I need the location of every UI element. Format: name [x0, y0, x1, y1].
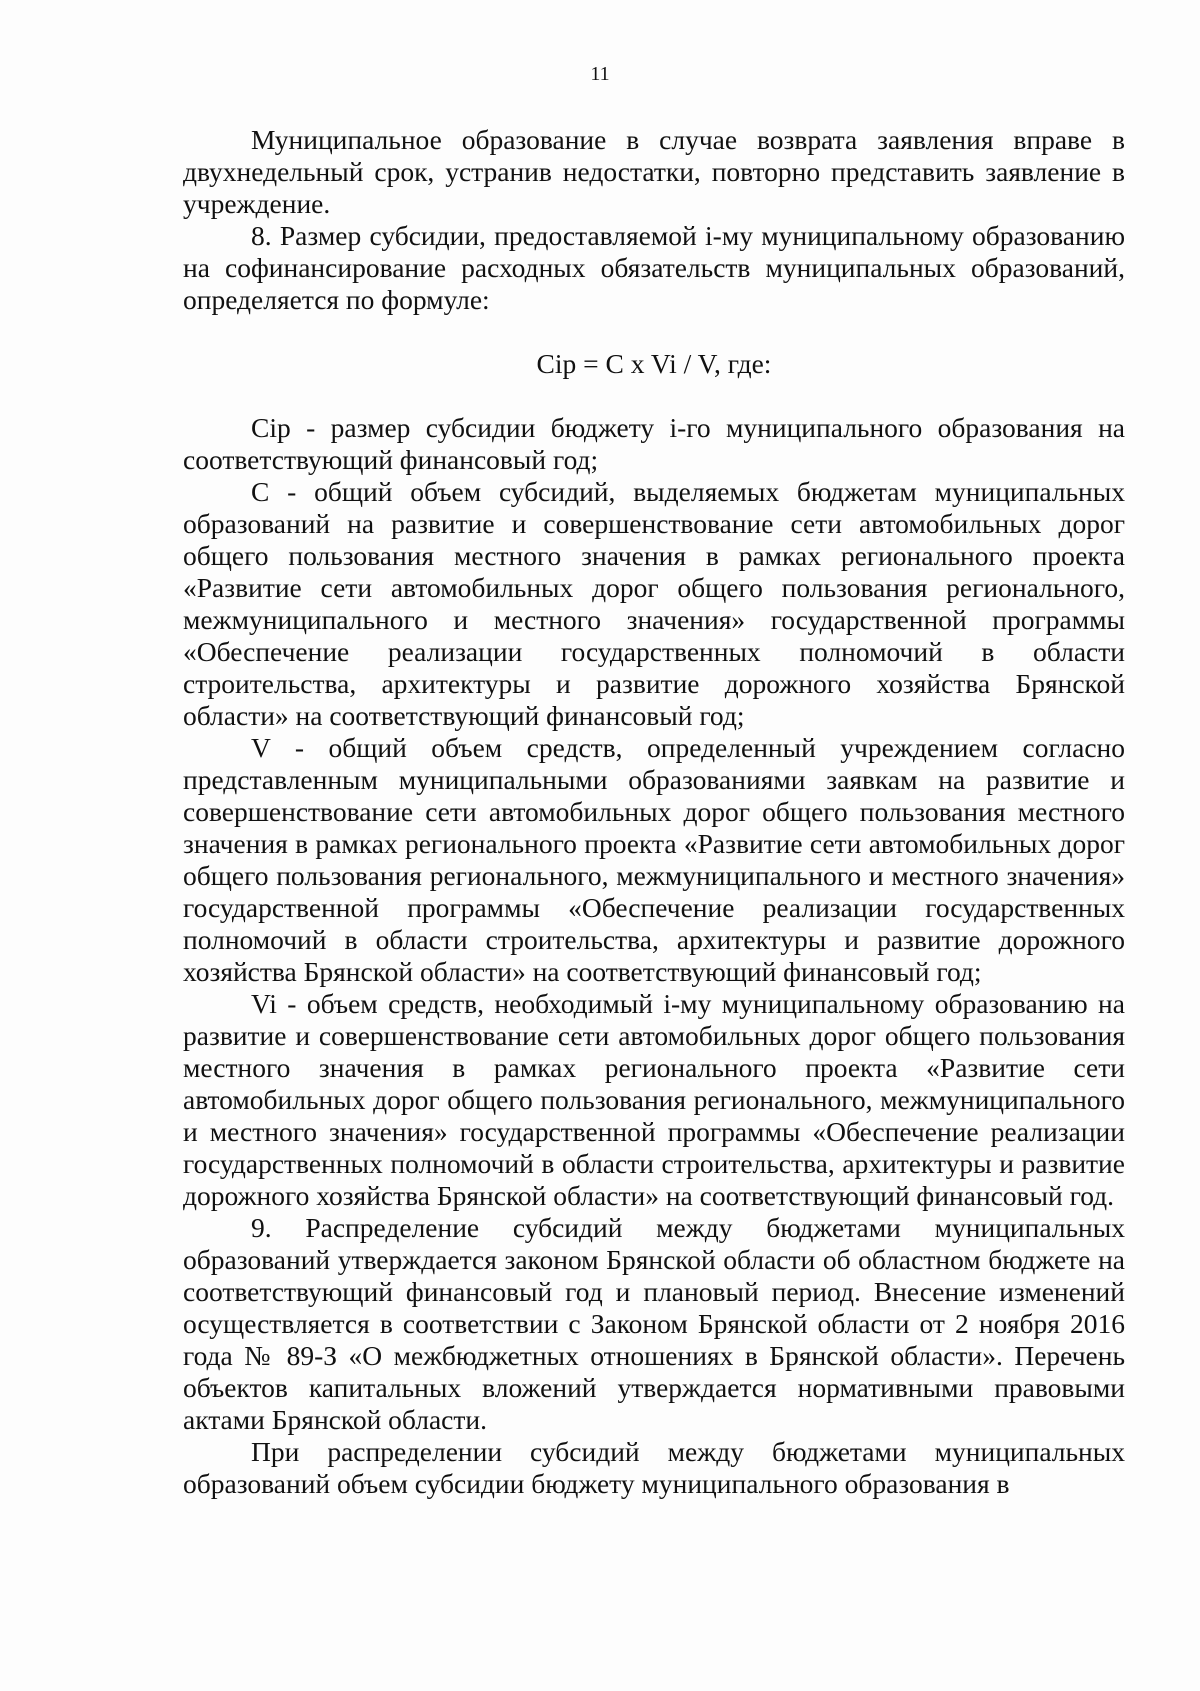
paragraph-distribution-continued: При распределении субсидий между бюджетами муниципальных образований объем субсидии бюджету муниципального образования в — [183, 1436, 1125, 1499]
definition-c: C - общий объем субсидий, выделяемых бюджетам муниципальных образований на развитие и совершенствование сети автомобильных дорог общего пользования местного значения в рамках регионального проекта «Развитие сети автомобильных дорог общего пользования регионального, межмуниципального и местного значения» государственной программы «Обеспечение реализации государственных полномочий в области строительства, архитектуры и развитие дорожного хозяйства Брянской области» на соответствующий финансовый год; — [183, 476, 1125, 731]
definition-v: V - общий объем средств, определенный учреждением согласно представленным муниципальными образованиями заявкам на развитие и совершенствование сети автомобильных дорог общего пользования местного значения в рамках регионального проекта «Развитие сети автомобильных дорог общего пользования регионального, межмуниципального и местного значения» государственной программы «Обеспечение реализации государственных полномочий в области строительства, архитектуры и развитие дорожного хозяйства Брянской области» на соответствующий финансовый год; — [183, 732, 1125, 987]
paragraph-9-distribution: 9. Распределение субсидий между бюджетами муниципальных образований утверждается законом Брянской области об областном бюджете на соответствующий финансовый год и плановый период. Внесение изменений осуществляется в соответствии с Законом Брянской области от 2 ноября 2016 года № 89-З «О межбюджетных отношениях в Брянской области». Перечень объектов капитальных вложений утверждается нормативными правовыми актами Брянской области. — [183, 1212, 1125, 1435]
page-number: 11 — [590, 63, 610, 85]
subsidy-formula: Cip = C x Vi / V, где: — [536, 348, 772, 379]
paragraph-8-subsidy-size: 8. Размер субсидии, предоставляемой i-му муниципальному образованию на софинансирование расходных обязательств муниципальных образований, определяется по формуле: — [183, 220, 1125, 315]
definition-vi: Vi - объем средств, необходимый i-му муниципальному образованию на развитие и совершенствование сети автомобильных дорог общего пользования местного значения в рамках регионального проекта «Развитие сети автомобильных дорог общего пользования регионального, межмуниципального и местного значения» государственной программы «Обеспечение реализации государственных полномочий в области строительства, архитектуры и развитие дорожного хозяйства Брянской области» на соответствующий финансовый год. — [183, 988, 1125, 1211]
document-body — [183, 124, 1125, 1500]
definition-cip: Cip - размер субсидии бюджету i-го муниципального образования на соответствующий финансовый год; — [183, 412, 1125, 475]
paragraph-return-application: Муниципальное образование в случае возврата заявления вправе в двухнедельный срок, устранив недостатки, повторно представить заявление в учреждение. — [183, 124, 1125, 219]
